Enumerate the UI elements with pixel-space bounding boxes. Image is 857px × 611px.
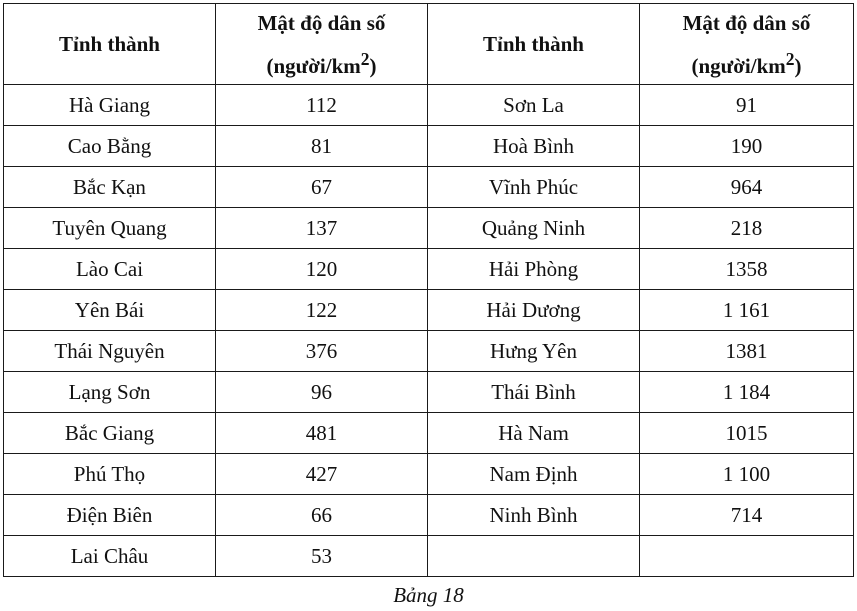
table-row: [4, 536, 854, 577]
header-province-left: Tỉnh thành: [4, 4, 216, 85]
table-row: [4, 454, 854, 495]
province-name-cell: Tuyên Quang: [4, 208, 216, 249]
table-row: [4, 208, 854, 249]
province-name-cell: Lào Cai: [4, 249, 216, 290]
province-name-cell: Hà Giang: [4, 85, 216, 126]
density-value-cell: 1381: [640, 331, 854, 372]
density-value-cell: 66: [216, 495, 428, 536]
density-value-cell: 91: [640, 85, 854, 126]
header-density-title-left: Mật độ dân số: [257, 10, 386, 35]
table-row: [4, 167, 854, 208]
header-unit-pre-left: (người/km: [266, 53, 361, 78]
density-value-cell: 122: [216, 290, 428, 331]
province-name-cell: Thái Bình: [428, 372, 640, 413]
province-name-cell: Ninh Bình: [428, 495, 640, 536]
density-value-cell: 67: [216, 167, 428, 208]
table-header-row: [4, 4, 854, 85]
table-row: [4, 413, 854, 454]
density-value-cell: 218: [640, 208, 854, 249]
province-name-cell: Hưng Yên: [428, 331, 640, 372]
table-row: [4, 249, 854, 290]
density-value-cell: 137: [216, 208, 428, 249]
province-name-cell: Lai Châu: [4, 536, 216, 577]
density-value-cell: 190: [640, 126, 854, 167]
province-name-cell: Quảng Ninh: [428, 208, 640, 249]
province-name-cell: Cao Bằng: [4, 126, 216, 167]
density-value-cell: 964: [640, 167, 854, 208]
table-row: [4, 372, 854, 413]
density-value-cell: 1 161: [640, 290, 854, 331]
empty-cell: [640, 536, 854, 577]
province-name-cell: Sơn La: [428, 85, 640, 126]
table-caption: Bảng 18: [393, 583, 464, 607]
density-value-cell: 53: [216, 536, 428, 577]
province-name-cell: Lạng Sơn: [4, 372, 216, 413]
table-row: [4, 331, 854, 372]
density-value-cell: 376: [216, 331, 428, 372]
province-name-cell: Bắc Giang: [4, 413, 216, 454]
density-value-cell: 120: [216, 249, 428, 290]
density-value-cell: 427: [216, 454, 428, 495]
density-value-cell: 1015: [640, 413, 854, 454]
header-unit-post-right: ): [794, 53, 802, 78]
province-name-cell: Hải Dương: [428, 290, 640, 331]
table-row: [4, 495, 854, 536]
header-density-right: [640, 4, 854, 85]
province-name-cell: Yên Bái: [4, 290, 216, 331]
province-name-cell: Hoà Bình: [428, 126, 640, 167]
province-name-cell: Hà Nam: [428, 413, 640, 454]
density-value-cell: 1358: [640, 249, 854, 290]
header-province-right: Tỉnh thành: [428, 4, 640, 85]
density-value-cell: 1 184: [640, 372, 854, 413]
province-name-cell: Nam Định: [428, 454, 640, 495]
province-name-cell: Thái Nguyên: [4, 331, 216, 372]
header-density-left: [216, 4, 428, 85]
province-name-cell: Điện Biên: [4, 495, 216, 536]
density-value-cell: 481: [216, 413, 428, 454]
header-density-unit-left: [216, 41, 427, 84]
header-unit-sup-left: 2: [360, 48, 370, 69]
density-value-cell: 96: [216, 372, 428, 413]
header-unit-post-left: ): [369, 53, 377, 78]
density-value-cell: 714: [640, 495, 854, 536]
empty-cell: [428, 536, 640, 577]
province-name-cell: Vĩnh Phúc: [428, 167, 640, 208]
province-name-cell: Hải Phòng: [428, 249, 640, 290]
province-name-cell: Phú Thọ: [4, 454, 216, 495]
population-density-table: [3, 3, 854, 577]
header-unit-pre-right: (người/km: [691, 53, 786, 78]
density-value-cell: 1 100: [640, 454, 854, 495]
province-name-cell: Bắc Kạn: [4, 167, 216, 208]
header-unit-sup-right: 2: [785, 48, 795, 69]
table-row: [4, 126, 854, 167]
density-value-cell: 81: [216, 126, 428, 167]
table-row: [4, 290, 854, 331]
table-row: [4, 85, 854, 126]
header-density-title-right: Mật độ dân số: [682, 10, 811, 35]
density-value-cell: 112: [216, 85, 428, 126]
header-density-unit-right: [640, 41, 853, 84]
